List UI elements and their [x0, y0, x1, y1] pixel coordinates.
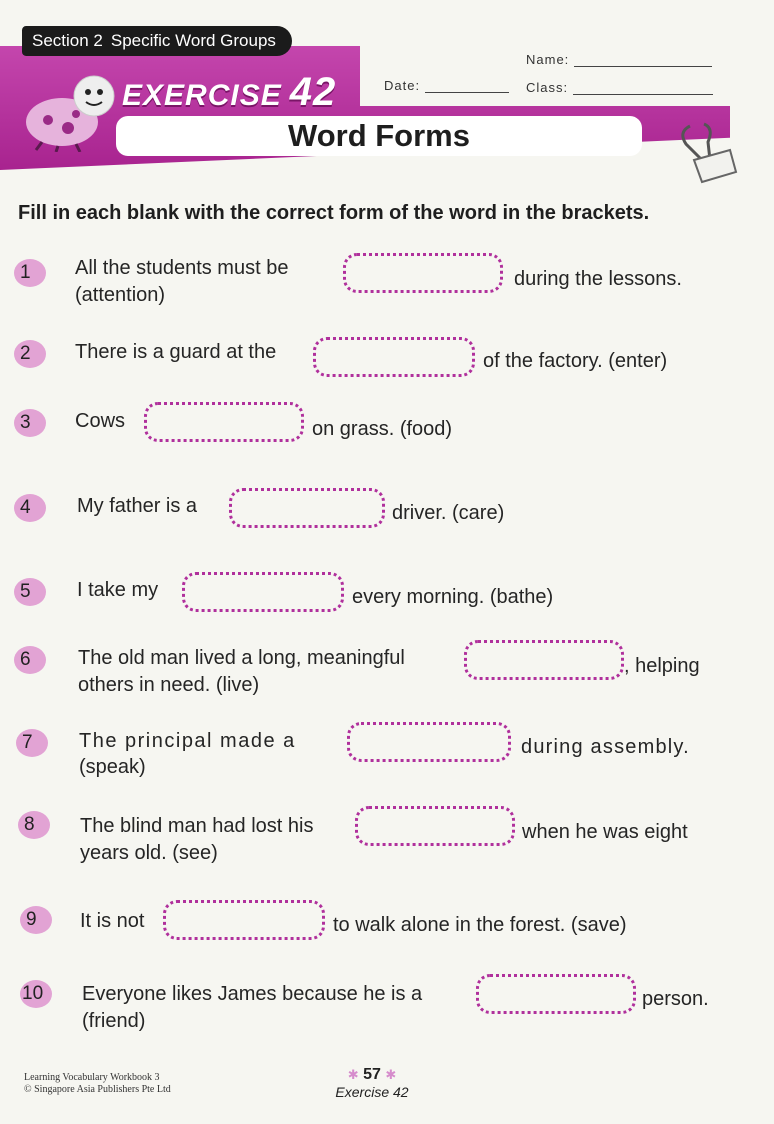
name-line[interactable] [574, 66, 712, 67]
section-title: Specific Word Groups [110, 31, 276, 50]
question-text-line2: (attention) [75, 284, 166, 306]
answer-blank-7[interactable] [347, 722, 511, 762]
question-number: 7 [16, 729, 48, 757]
answer-blank-8[interactable] [355, 806, 515, 846]
date-field[interactable] [384, 78, 509, 93]
name-field[interactable] [526, 52, 712, 67]
page-number: 57 [363, 1066, 381, 1083]
date-line[interactable] [425, 92, 509, 93]
question-text-before: Everyone likes James because he is a [82, 983, 423, 1005]
class-line[interactable] [573, 94, 713, 95]
answer-blank-9[interactable] [163, 900, 325, 940]
question-text-before: It is not [80, 910, 145, 932]
copyright: © Singapore Asia Publishers Pte Ltd [24, 1084, 171, 1095]
question-number: 6 [14, 646, 46, 674]
publisher-info [24, 1072, 171, 1096]
question-text-after: on grass. (food) [312, 418, 453, 440]
question-text-after: , helping [624, 655, 700, 677]
question-number: 10 [20, 980, 52, 1008]
question-text-after: during the lessons. [514, 268, 682, 290]
question-text-line2: years old. (see) [80, 842, 218, 864]
answer-blank-10[interactable] [476, 974, 636, 1014]
question-number: 9 [20, 906, 52, 934]
star-icon: ✱ [347, 1067, 359, 1082]
question-text-after: when he was eight [522, 821, 688, 843]
question-text-before: Cows [75, 410, 126, 432]
question-text-line2: others in need. (live) [78, 674, 260, 696]
question-text-before: There is a guard at the [75, 341, 277, 363]
question-text-line2: (speak) [79, 756, 146, 778]
answer-blank-4[interactable] [229, 488, 385, 528]
question-text-after: driver. (care) [392, 502, 505, 524]
question-text-before: All the students must be [75, 257, 289, 279]
ladybug-icon [14, 62, 124, 152]
question-text-before: I take my [77, 579, 159, 601]
section-tab [22, 26, 292, 56]
name-label: Name: [526, 52, 570, 67]
book-title: Learning Vocabulary Workbook 3 [24, 1072, 160, 1083]
question-number: 5 [14, 578, 46, 606]
question-text-before: The old man lived a long, meaningful [78, 647, 405, 669]
binder-clip-icon [672, 120, 742, 190]
question-text-after: every morning. (bathe) [352, 586, 554, 608]
date-label: Date: [384, 78, 421, 93]
answer-blank-6[interactable] [464, 640, 624, 680]
answer-blank-5[interactable] [182, 572, 344, 612]
question-text-after: during assembly. [521, 736, 690, 758]
question-text-before: My father is a [77, 495, 198, 517]
class-label: Class: [526, 80, 569, 95]
class-field[interactable] [526, 80, 713, 95]
question-text-after: to walk alone in the forest. (save) [333, 914, 627, 936]
page-footer [332, 1066, 412, 1100]
star-icon: ✱ [385, 1067, 397, 1082]
question-text-after: of the factory. (enter) [483, 350, 668, 372]
question-text-line2: (friend) [82, 1010, 146, 1032]
topic-title: Word Forms [116, 116, 642, 156]
exercise-title [122, 70, 336, 115]
instruction: Fill in each blank with the correct form of the word in the brackets. [18, 202, 650, 224]
exercise-number: 42 [289, 70, 337, 114]
question-text-before: The blind man had lost his [80, 815, 314, 837]
question-number: 4 [14, 494, 46, 522]
question-text-after: person. [642, 988, 709, 1010]
answer-blank-3[interactable] [144, 402, 304, 442]
question-number: 1 [14, 259, 46, 287]
question-number: 3 [14, 409, 46, 437]
question-number: 2 [14, 340, 46, 368]
answer-blank-1[interactable] [343, 253, 503, 293]
section-label: Section 2 [32, 31, 103, 50]
question-number: 8 [18, 811, 50, 839]
answer-blank-2[interactable] [313, 337, 475, 377]
exercise-ref: Exercise 42 [335, 1084, 409, 1100]
question-text: The principal made a [79, 730, 296, 752]
question-text-before [79, 730, 337, 753]
exercise-word: EXERCISE [122, 79, 282, 112]
